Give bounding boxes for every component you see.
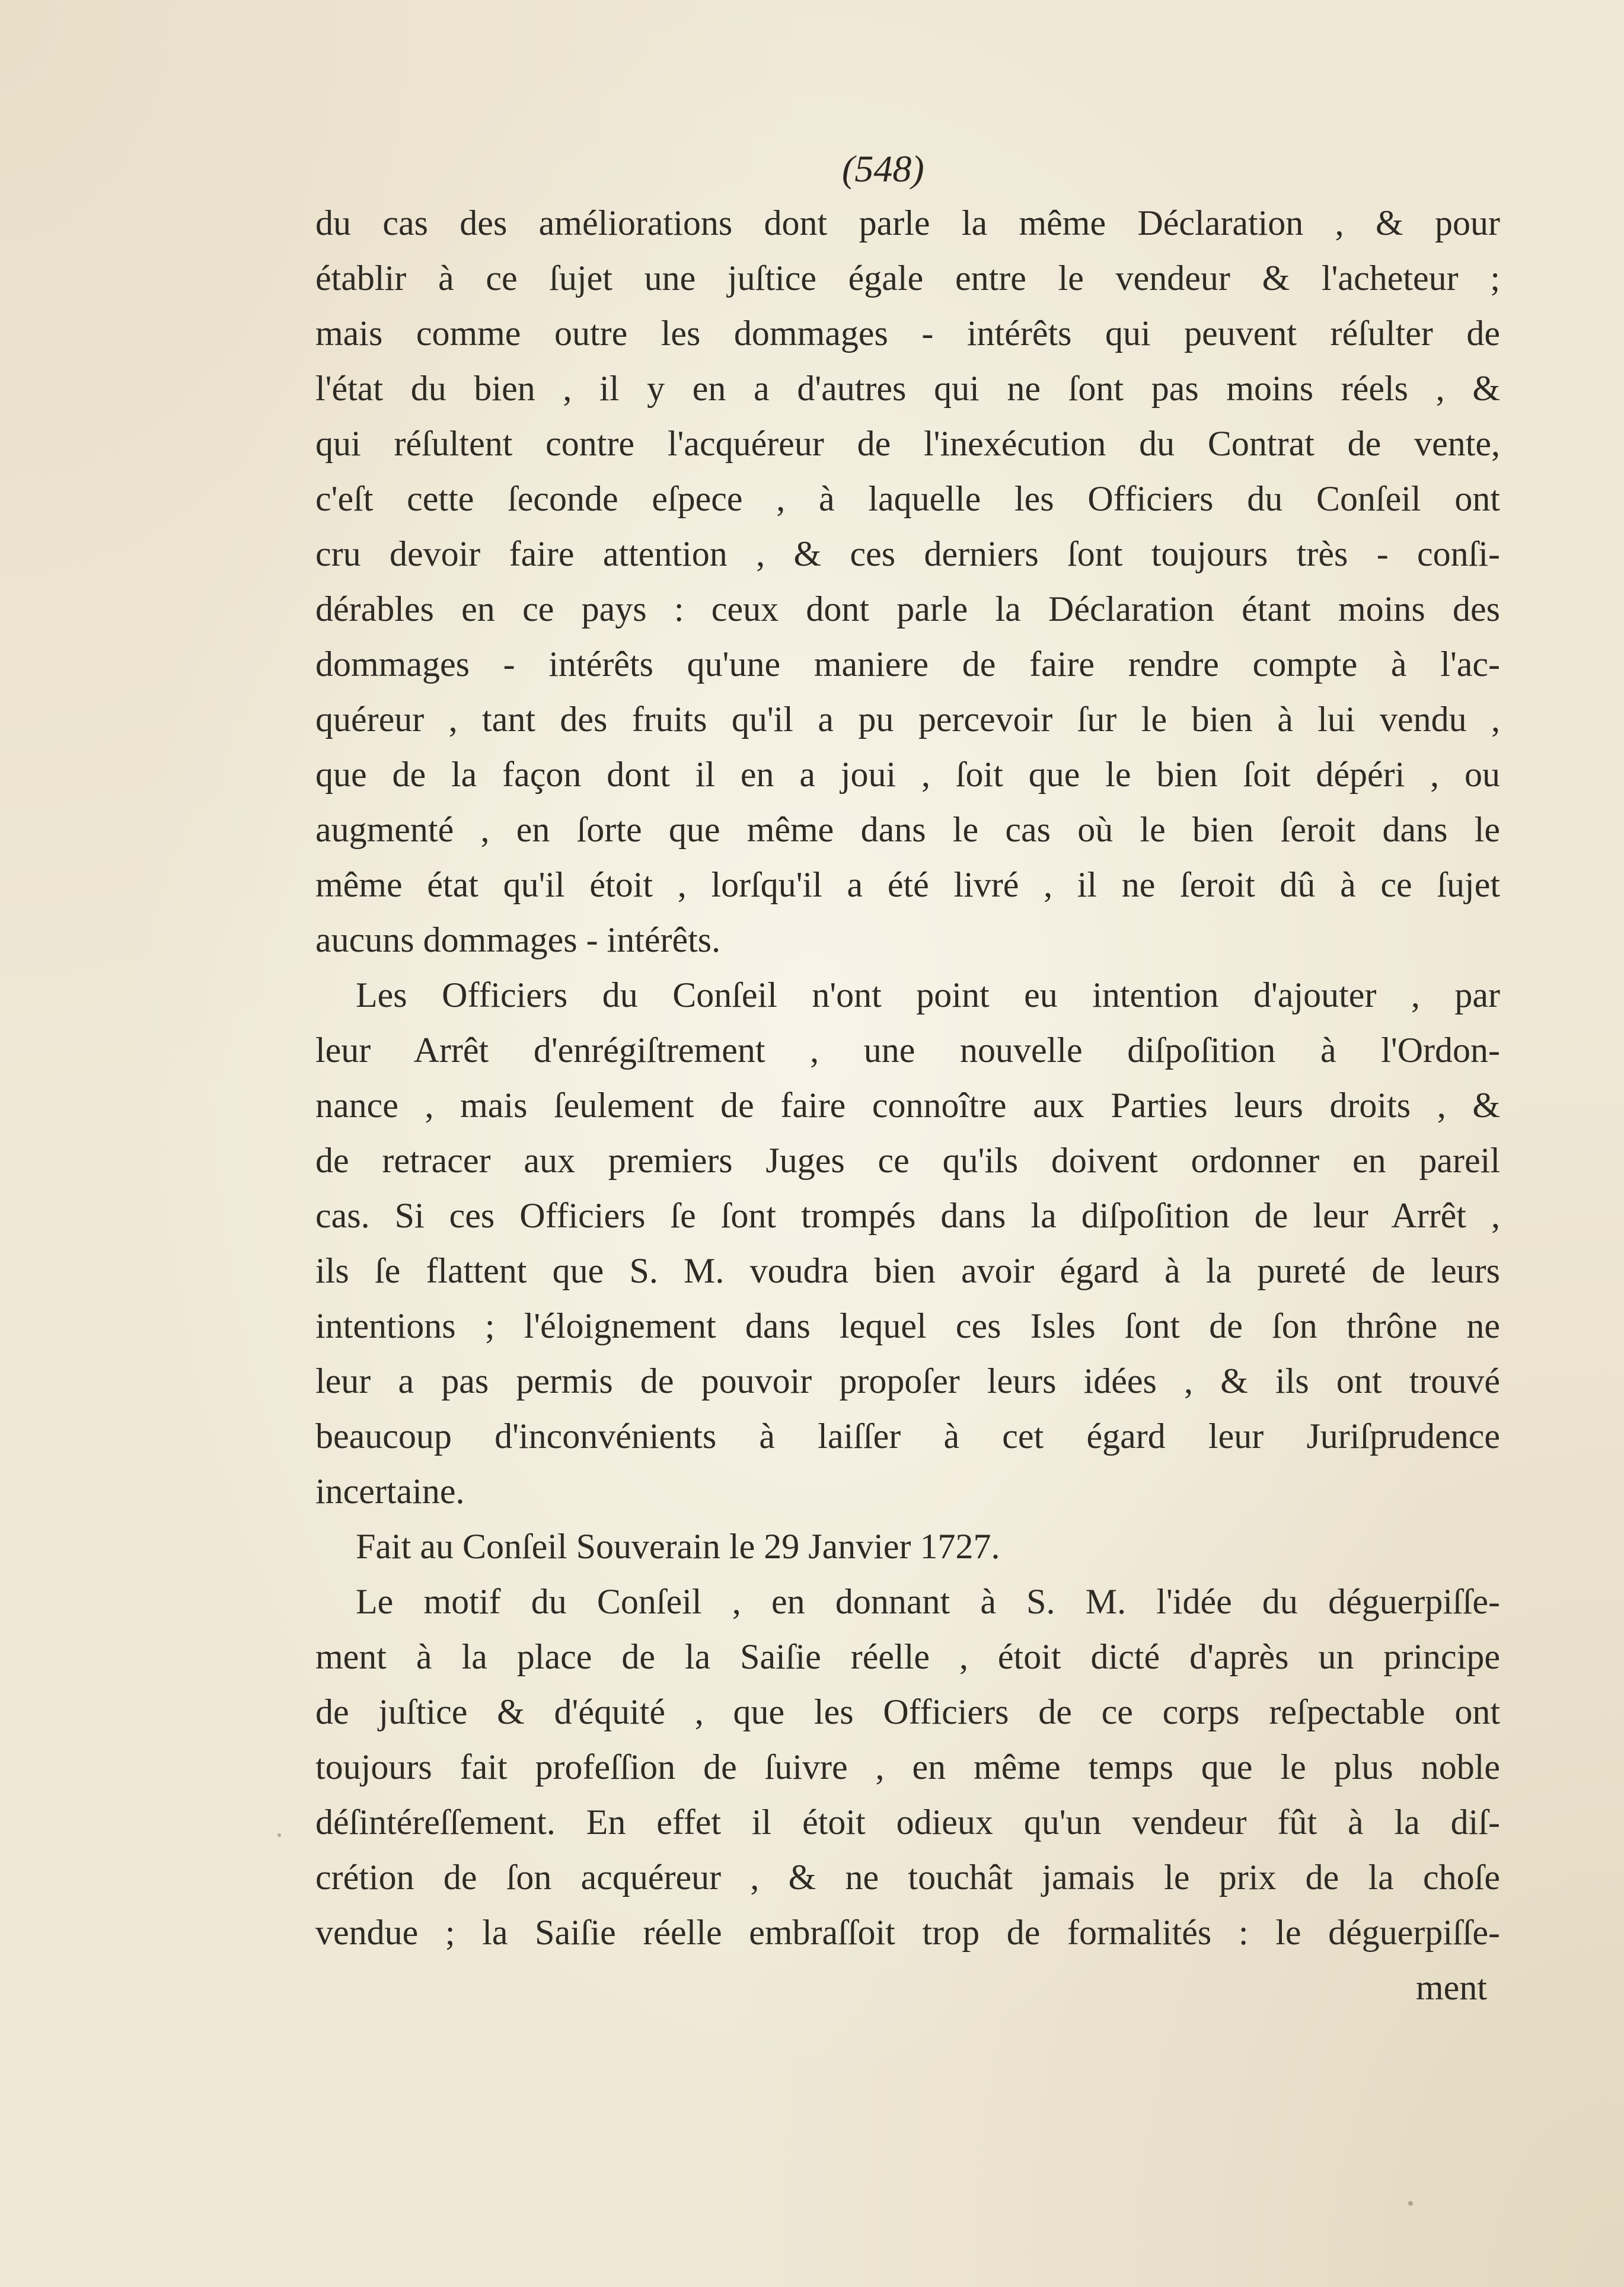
text-line: crétion de ſon acquéreur , & ne touchât jamais le prix de la choſe [315,1858,1500,1897]
text-line: même état qu'il étoit , lorſqu'il a été livré , il ne ſeroit dû à ce ſujet [315,865,1500,904]
text-line: c'eſt cette ſeconde eſpece , à laquelle les Officiers du Conſeil ont [315,479,1500,518]
text-line: quéreur , tant des fruits qu'il a pu percevoir ſur le bien à lui vendu , [315,700,1500,739]
text-line: beaucoup d'inconvénients à laiſſer à cet égard leur Juriſprudence [315,1417,1500,1456]
text-line: leur Arrêt d'enrégiſtrement , une nouvelle diſpoſition à l'Ordon- [315,1031,1500,1070]
date-line: Fait au Conſeil Souverain le 29 Janvier 1727. [356,1527,1000,1566]
text-line: incertaine. [315,1472,465,1511]
page-number: (548) [842,148,924,190]
text-line: dérables en ce pays : ceux dont parle la Déclaration étant moins des [315,589,1500,629]
text-line: ils ſe flattent que S. M. voudra bien avoir égard à la pureté de leurs [315,1251,1500,1290]
text-line: du cas des améliorations dont parle la même Déclaration , & pour [315,203,1500,243]
text-line: nance , mais ſeulement de faire connoître aux Parties leurs droits , & [315,1086,1500,1125]
text-line: leur a pas permis de pouvoir propoſer leurs idées , & ils ont trouvé [315,1361,1500,1401]
text-line: que de la façon dont il en a joui , ſoit que le bien ſoit dépéri , ou [315,755,1500,794]
text-line: qui réſultent contre l'acquéreur de l'inexécution du Contrat de vente, [315,424,1500,463]
text-line: augmenté , en ſorte que même dans le cas où le bien ſeroit dans le [315,810,1500,849]
text-line: de retracer aux premiers Juges ce qu'ils doivent ordonner en pareil [315,1141,1500,1180]
text-line: l'état du bien , il y en a d'autres qui ne ſont pas moins réels , & [315,369,1500,408]
text-line: de juſtice & d'équité , que les Officiers de ce corps reſpectable ont [315,1692,1500,1731]
catchword: ment [1416,1968,1487,2007]
text-line: aucuns dommages - intérêts. [315,920,721,959]
text-line: cru devoir faire attention , & ces derniers ſont toujours très - conſi- [315,534,1500,573]
paragraph-start: Le motif du Conſeil , en donnant à S. M. l'idée du déguerpiſſe- [356,1582,1500,1621]
body-text [315,196,1500,2015]
paragraph-start: Les Officiers du Conſeil n'ont point eu intention d'ajouter , par [356,975,1500,1015]
paper-speck [1408,2201,1413,2206]
text-line: établir à ce ſujet une juſtice égale entre le vendeur & l'acheteur ; [315,259,1500,298]
text-line: cas. Si ces Officiers ſe ſont trompés dans la diſpoſition de leur Arrêt , [315,1196,1500,1235]
text-line: vendue ; la Saiſie réelle embraſſoit trop de formalités : le déguerpiſſe- [315,1913,1500,1952]
text-line: intentions ; l'éloignement dans lequel ces Isles ſont de ſon thrône ne [315,1306,1500,1345]
text-line: ment à la place de la Saiſie réelle , étoit dicté d'après un principe [315,1637,1500,1676]
text-line: dommages - intérêts qu'une maniere de faire rendre compte à l'ac- [315,645,1500,684]
text-line: déſintéreſſement. En effet il étoit odieux qu'un vendeur fût à la diſ- [315,1803,1500,1842]
text-line: toujours fait profeſſion de ſuivre , en même temps que le plus noble [315,1747,1500,1787]
paper-speck [277,1833,281,1837]
text-line: mais comme outre les dommages - intérêts qui peuvent réſulter de [315,314,1500,353]
